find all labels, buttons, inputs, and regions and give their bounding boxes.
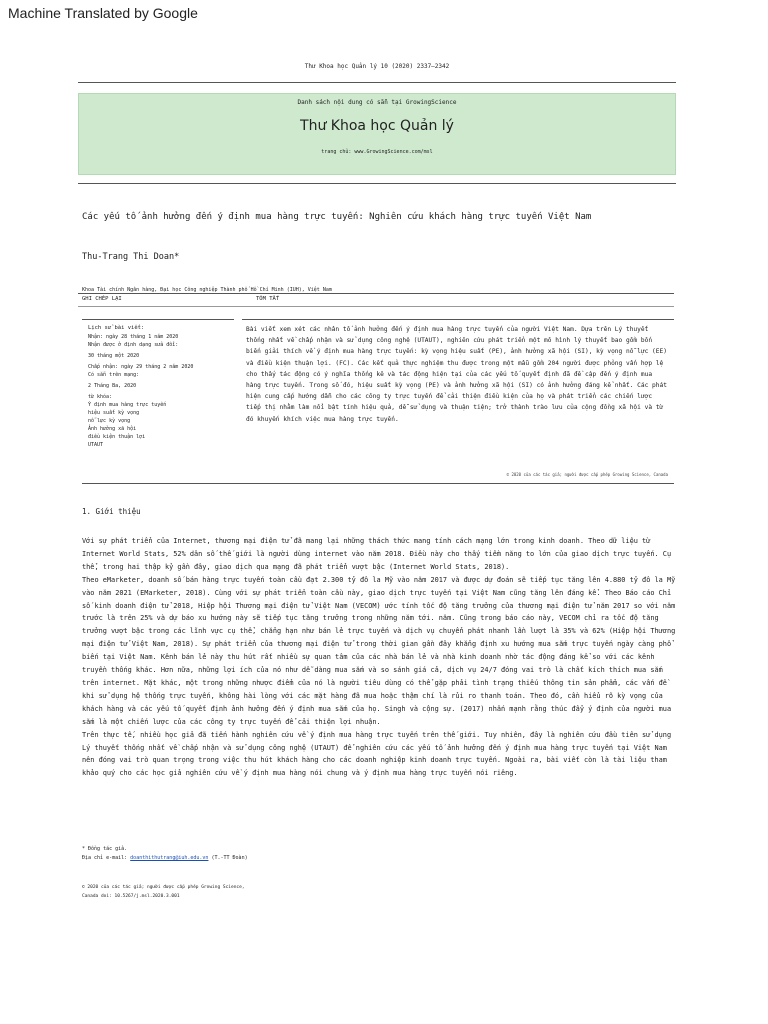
history-label: Lịch sử bài viết: [88,325,145,331]
copyright-line: © 2020 của các tác giả; người được cấp phép Growing Science, [82,885,245,890]
divider [82,483,674,484]
article-author: Thu-Trang Thi Doan* [82,252,180,262]
accepted-date: Chấp nhận: ngày 29 tháng 2 năm 2020 [88,364,194,370]
bottom-copyright [82,883,245,901]
journal-homepage[interactable]: trang chủ: www.GrowingScience.com/msl [321,149,433,155]
article-info-box [82,319,234,480]
online-label: Có sẵn trên mạng: [88,372,140,378]
intro-body [82,535,676,780]
keyword: UTAUT [88,442,104,448]
available-at: Danh sách nội dung có sẵn tại GrowingScience [297,99,457,106]
author-affiliation: Khoa Tài chính Ngân hàng, Đại học Công nghiệp Thành phố Hồ Chí Minh (IUH), Việt Nam [82,287,332,293]
received-date: Nhận: ngày 28 tháng 1 năm 2020 [88,334,179,340]
keyword: điều kiện thuận lợi [88,434,146,440]
divider [78,82,676,83]
email-label: Địa chỉ e-mail: [82,855,128,861]
abstract-box [242,319,674,480]
divider [78,293,674,294]
divider [78,306,674,307]
keyword: Ảnh hưởng xã hội [88,426,137,432]
keywords-label: từ khóa: [88,394,113,400]
article-info-header: GHI CHÉP LẠI [82,296,122,302]
online-date: 2 Tháng Ba, 2020 [88,383,137,389]
divider [78,183,676,184]
footnote [82,845,248,863]
revised-date: 30 tháng một 2020 [88,353,140,359]
revised-label: Nhận được ở định dạng sửa đổi: [88,342,179,348]
corresponding-author-note: * Đồng tác giả. [82,846,128,852]
section-heading: 1. Giới thiệu [82,507,141,516]
journal-citation: Thư Khoa học Quản lý 10 (2020) 2337–2342 [304,63,450,70]
abstract-copyright: © 2020 của các tác giả; người được cấp phép Growing Science, Canada [506,472,668,477]
journal-title: Thư Khoa học Quản lý [300,118,454,134]
abstract-text: Bài viết xem xét các nhân tố ảnh hưởng đến ý định mua hàng trực tuyến của người Việt Nam. Dựa trên Lý thuyết thống nhất về chấp nhận và sử dụng công nghệ (UTAUT), nghiên cứu phát triển một mô hình lý thuyết bao gồm bốn biến giải thích về ý định mua hàng trực tuyến: kỳ vọng hiệu suất (PE), ảnh hưởng xã hội (SI), kỳ vọng nỗ lực (EE) và điều kiện thuận lợi. (FC). Các kết quả thực nghiệm thu được trong một mẫu gồm 204 người được phỏng vấn hợp lệ cho thấy tác động có ý nghĩa thống kê và tác động hiện tại của các yếu tố quyết định đã đề cập đến ý định mua hàng trực tuyến. Trong số đó, hiệu suất kỳ vọng (PE) và ảnh hưởng xã hội (SI) có ảnh hưởng đáng kể nhất. Các phát hiện cung cấp hướng dẫn cho các công ty trực tuyến để cải thiện điều kiện của họ và phát triển các chiến lược tiếp thị nhằm làm nổi bật tính hiệu quả, dễ sử dụng và thuận tiện; trở thành trào lưu của cộng đồng xã hội và từ đó khuyến khích việc mua hàng trực tuyến. [246,326,667,423]
paragraph: Theo eMarketer, doanh số bán hàng trực tuyến toàn cầu đạt 2.300 tỷ đô la Mỹ vào năm 2017 và được dự đoán sẽ tiếp tục tăng lên 4.880 tỷ đô la Mỹ vào năm 2021 (EMarketer, 2018). Cùng với sự phát triển toàn cầu này, giao dịch trực tuyến tại Việt Nam cũng tăng lên đáng kể. Theo Báo cáo Chỉ số kinh doanh điện tử 2018, Hiệp hội Thương mại điện tử Việt Nam (VECOM) ước tính tốc độ tăng trưởng của thương mại điện tử năm 2017 so với năm trước là trên 25% và dự báo xu hướng này sẽ tiếp tục tăng trưởng trong những năm tới. năm. Cũng trong báo cáo này, VECOM chỉ ra tốc độ tăng trưởng vượt bậc trong các lĩnh vực cụ thể, chẳng hạn như bán lẻ trực tuyến và dịch vụ chuyển phát nhanh lần lượt là 35% và 62% (Hiệp hội Thương mại điện tử Việt Nam, 2018). Sự phát triển của thương mại điện tử trong thời gian gần đây khẳng định xu hướng mua sắm trực tuyến ngày càng phổ biến tại Việt Nam. Kênh bán lẻ này thu hút rất nhiều sự quan tâm của các nhà bán lẻ và nhà kinh doanh nhờ tác động đáng kể so với các kênh truyền thống khác. Hơn nữa, những lợi ích của nó như dễ dàng mua sắm và so sánh giá cả, dịch vụ 24/7 đóng vai trò là chất kích thích mua sắm trên internet. Mặt khác, một trong những nhược điểm của nó là người tiêu dùng có thể gặp phải tình trạng thiếu thông tin sản phẩm, các vấn đề khi sử dụng hệ thống trực tuyến, không hài lòng với các mặt hàng đã mua hoặc thậm chí là rủi ro thanh toán. Theo đó, cần hiểu rõ kỳ vọng của khách hàng và các yếu tố quyết định ảnh hưởng đến ý định mua sắm của họ. Singh và cộng sự. (2017) nhấn mạnh rằng thúc đẩy ý định của người mua sắm là một chiến lược của các công ty trực tuyến để cải thiện lợi nhuận. [82,575,676,726]
keyword: nỗ lực kỳ vọng [88,418,131,424]
email-link[interactable]: doanthithutrang@iuh.edu.vn [130,855,209,861]
paragraph: Với sự phát triển của Internet, thương mại điện tử đã mang lại những thách thức mang tính cách mạng lớn trong kinh doanh. Theo dữ liệu từ Internet World Stats, 52% dân số thế giới là người dùng internet vào năm 2018. Điều này cho thấy tiềm năng to lớn của giao dịch trực tuyến. Cụ thể, trong hai thập kỷ gần đây, giao dịch qua mạng đã phát triển vượt bậc (Internet World Stats, 2018). [82,537,672,571]
machine-translated-header: Machine Translated by Google [8,5,198,21]
email-line [82,854,248,863]
keyword: Ý định mua hàng trực tuyến [88,402,167,408]
paragraph: Trên thực tế, nhiều học giả đã tiến hành nghiên cứu về ý định mua hàng trực tuyến trên thế giới. Tuy nhiên, đây là nghiên cứu đầu tiên sử dụng Lý thuyết thống nhất về chấp nhận và sử dụng công nghệ (UTAUT) để nghiên cứu các yếu tố ảnh hưởng đến ý định mua hàng trực tuyến tại Việt Nam nên đóng vai trò quan trọng trong việc thu hút khách hàng cho các doanh nghiệp kinh doanh trực tuyến. Ngoài ra, bài viết còn là tài liệu tham khảo quý cho các học giả nghiên cứu về ý định mua hàng nói chung và ý định mua hàng trực tuyến nói riêng. [82,730,672,778]
email-suffix: (T.-TT Đoàn) [211,855,248,861]
doi-line: Canada doi: 10.5267/j.msl.2020.3.001 [82,894,180,899]
abstract-header: TÓM TẮT [256,296,280,302]
journal-banner [78,93,676,175]
article-title: Các yếu tố ảnh hưởng đến ý định mua hàng trực tuyến: Nghiên cứu khách hàng trực tuyến Việt Nam [82,212,592,222]
keyword: hiệu suất kỳ vọng [88,410,140,416]
